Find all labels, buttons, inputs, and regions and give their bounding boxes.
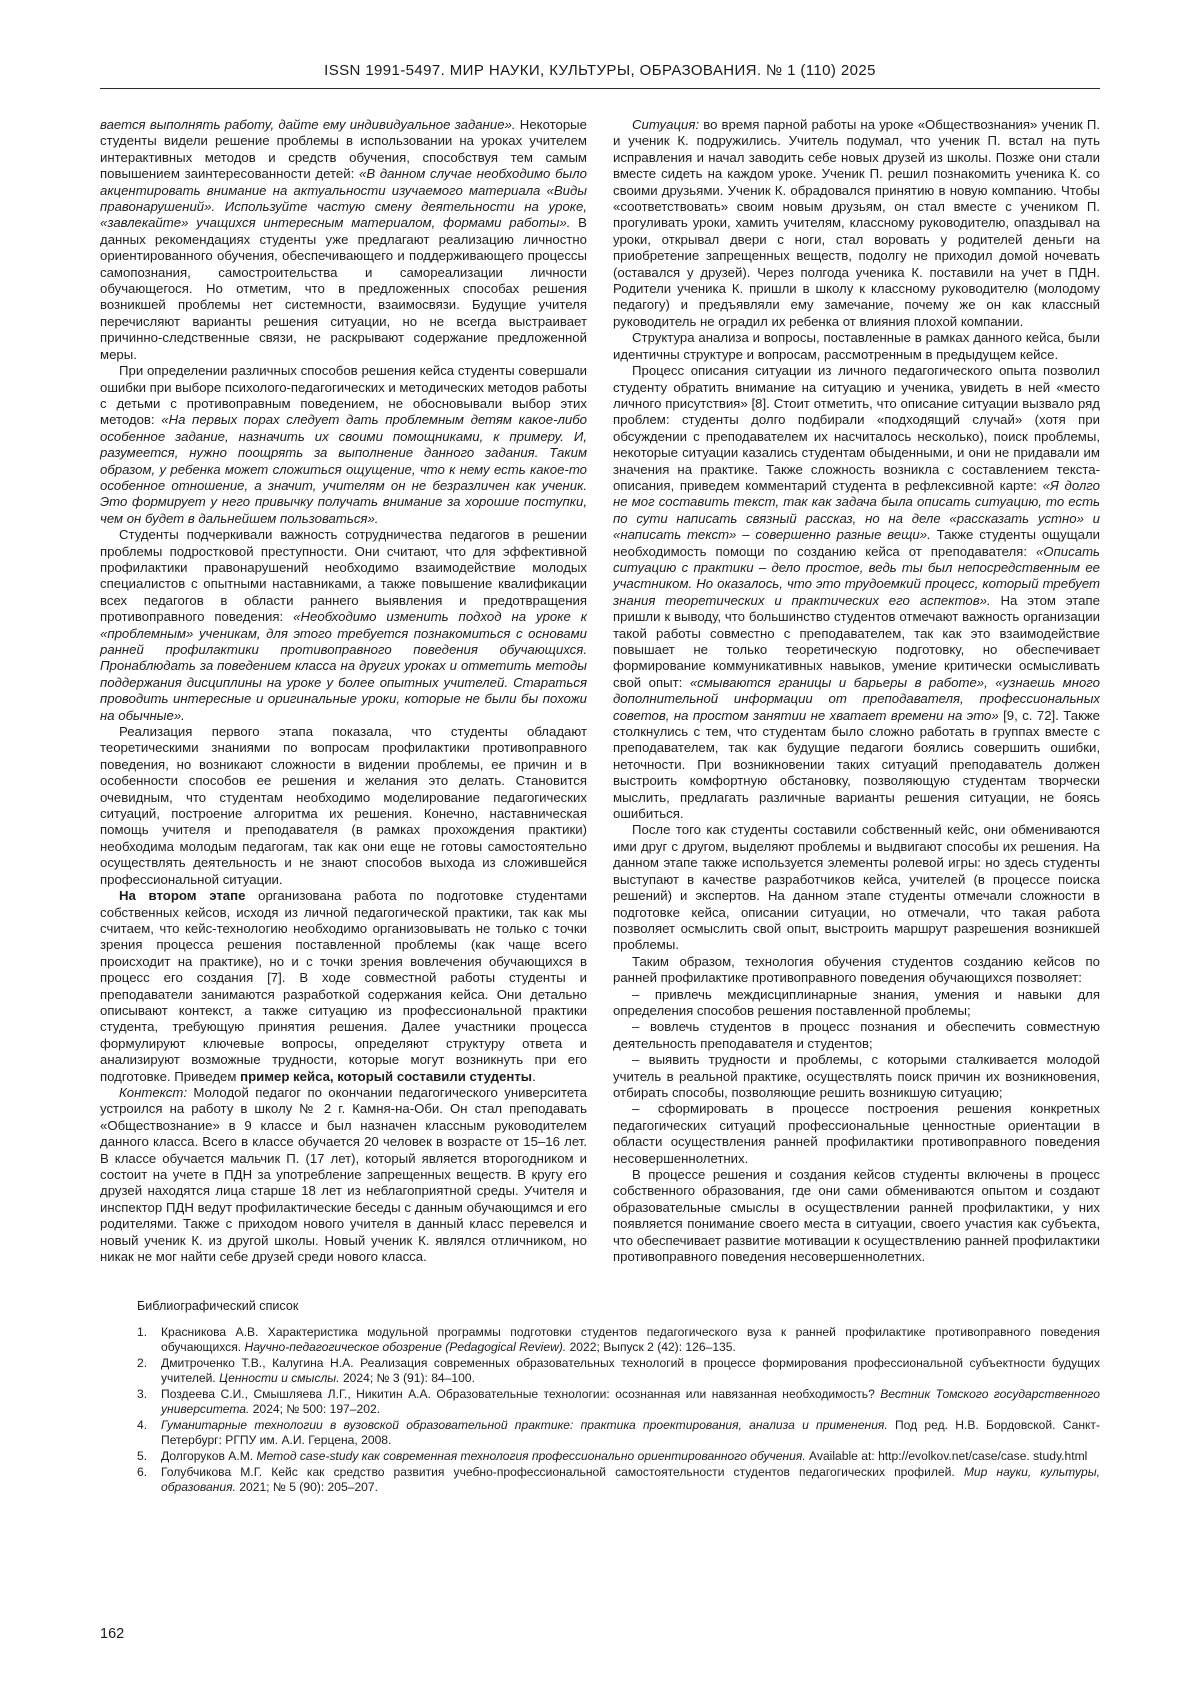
bibliography-item: [161, 1356, 1100, 1386]
text-run: В данных рекомендациях студенты уже предлагают реализацию личностно ориентированного обучения, обеспечивающего и поддерживающего процессы самопознания, самостроительства и самореализации личности обучающегося. Но отметим, что в предложенных способах решения возникшей проблемы нет системности, взаимосвязи. Будущие учителя перечисляют варианты решения ситуации, но не всегда выстраивает причинно-следственные связи, не раскрывают содержание предложенной меры.: [100, 215, 587, 362]
text-run: Available at: http://evolkov.net/case/case. study.html: [805, 1448, 1088, 1463]
text-run: – выявить трудности и проблемы, с которыми сталкивается молодой учитель в реальной практике, осуществлять поиск причин их возникновения, отбирать способы, позволяющие решить возникшую ситуацию;: [613, 1052, 1100, 1100]
header-rule: [100, 88, 1100, 89]
text-run: – сформировать в процессе построения решения конкретных педагогических ситуаций профессиональные ценностные ориентации в области осуществления ранней профилактики противоправного поведения несовершеннолетних.: [613, 1101, 1100, 1166]
text-run: Поздеева С.И., Смышляева Л.Г., Никитин А.А. Образовательные технологии: осознанная или навязанная необходимость?: [161, 1387, 881, 1402]
text-run: Студенты подчеркивали важность сотрудничества педагогов в решении проблемы подростковой преступности. Они считают, что для эффективной профилактики правонарушений необходимо взаимодействие молодых специалистов с опытными наставниками, а также повышение квалификации всех педагогов в области раннего выявления и предотвращения противоправного поведения:: [100, 527, 587, 625]
text-run: «В данном случае необходимо было акцентировать внимание на актуальности изучаемого материала «Виды правонарушений». Используйте частую смену деятельности на уроке, «завлекайте» учащихся интересным материалом, формами работы».: [100, 166, 587, 231]
text-run: .: [532, 1068, 536, 1084]
text-run: 2024; № 500: 197–202.: [249, 1401, 381, 1416]
text-run: «Необходимо изменить подход на уроке к «проблемным» ученикам, для этого требуется познакомиться с основами ранней профилактики противоправного поведения обучающихся. Пронаблюдать за поведением класса на других уроках и отметить методы поддержания дисциплины на уроке у более опытных учителей. Стараться проводить интересные и оригинальные уроки, которые не были бы похожи на обычные».: [100, 609, 587, 723]
bibliography-list: [100, 1325, 1100, 1494]
text-run: во время парной работы на уроке «Обществознания» ученик П. и ученик К. подружились. Учитель подумал, что ученик П. встал на путь исправления и начал заводить себе новых друзей из школы. Позже они стали вместе сидеть на каждом уроке. Ученик П. решил познакомить ученика К. со своими друзьями. Ученик К. обрадовался принятию в новую компанию. Чтобы «соответствовать» своим новым друзьям, он стал вместе с учеником П. прогуливать уроки, хамить учителям, классному руководителю, опаздывал на уроки, открывал двери с ноги, стал воровать у родителей деньги на приобретение запрещенных веществ, подолгу не приходил домой ночевать (оставался у друзей). Через полгода ученика К. поставили на учет в ПДН. Родители ученика К. пришли в школу к классному руководителю (молодому педагогу) и предъявляли ему замечание, почему же он как классный руководитель не оградил их ребенка от влияния плохой компании.: [613, 117, 1100, 329]
paragraph: [613, 1167, 1100, 1265]
text-run: Научно-педагогическое обозрение (Pedagogical Review).: [244, 1340, 567, 1355]
text-run: На этом этапе пришли к выводу, что большинство студентов отмечают важность организации такой работы совместно с преподавателем, так как это взаимодействие повышает не только теоретическую подготовку, но обеспечивает формирование коммуникативных навыков, умение критически осмысливать свой опыт:: [613, 592, 1100, 690]
paragraph: [613, 954, 1100, 987]
text-run: На втором этапе: [119, 888, 259, 904]
text-run: Некоторые студенты видели решение проблемы в использовании на уроках учителем интерактивных методов и средств обучения, способствуя тем самым повышением заинтересованности детей:: [100, 117, 587, 182]
paragraph: [613, 1052, 1100, 1101]
bibliography-item: [161, 1418, 1100, 1448]
paragraph: [613, 117, 1100, 330]
bibliography-item: [161, 1387, 1100, 1417]
text-run: Ценности и смыслы.: [219, 1371, 340, 1386]
text-run: Молодой педагог по окончании педагогического университета устроился на работу в школу № 2 г. Камня-на-Оби. Он стал преподавать «Обществознание» в 9 классе и был назначен классным руководителем данного класса. Всего в классе обучается 20 человек в возрасте от 15–16 лет. В классе обучается мальчик П. (17 лет), который является второгодником и состоит на учете в ПДН за употребление запрещенных веществ. В кругу его друзей находятся лица старше 18 лет из неблагоприятной среды. Учителя и инспектор ПДН ведут профилактические беседы с данным обучающимся и его родителями. Также с приходом нового учителя в данный класс перевелся и новый ученик К. из другой школы. Новый ученик К. являлся отличником, но никак не мог найти себе друзей среди нового класса.: [100, 1084, 587, 1265]
text-run: вается выполнять работу, дайте ему индивидуальное задание».: [100, 117, 516, 132]
text-run: Реализация первого этапа показала, что студенты обладают теоретическими знаниями по вопросам профилактики противоправного поведения, но возникают сложности в видении проблемы, ее причин и в особенности способов ее решения и желания это делать. Становится очевидным, что студентам необходимо моделирование педагогических ситуаций, построение алгоритма их решения. Конечно, наставническая помощь учителя и преподавателя (в рамках прохождения практики) необходима молодым педагогам, так как они еще не готовы самостоятельно осуществлять деятельность и не знают способов выхода из сложившейся профессиональной ситуации.: [100, 724, 587, 887]
left-column: [100, 117, 587, 1265]
text-run: Голубчикова М.Г. Кейс как средство развития учебно-профессиональной самостоятельности студентов педагогических профилей.: [161, 1464, 964, 1479]
paragraph: [613, 1101, 1100, 1167]
bibliography-title: Библиографический список: [137, 1299, 299, 1314]
text-run: Структура анализа и вопросы, поставленные в рамках данного кейса, были идентичны структуре и вопросам, рассмотренным в предыдущем кейсе.: [613, 330, 1100, 362]
page-number: 162: [100, 1626, 125, 1642]
text-run: Ситуация:: [632, 117, 700, 132]
text-run: «Описать ситуацию с практики – дело простое, ведь ты был непосредственным ее участником. Но оказалось, что это трудоемкий процесс, который требует знания теоретических и практических его аспектов».: [613, 543, 1100, 608]
paragraph: [100, 527, 587, 724]
paragraph: [613, 987, 1100, 1020]
text-run: После того как студенты составили собственный кейс, они обмениваются ими друг с другом, выделяют проблемы и выдвигают способы их решения. На данном этапе также используется элементы ролевой игры: но здесь студенты выступают в качестве разработчиков кейса, учителей (в процессе поиска решений) и экспертов. На данном этапе студенты отмечали сложности в подготовке кейса, описании ситуации, но отмечали, что такая работа позволяет осмыслить свой опыт, выстроить маршрут разрешения возникшей проблемы.: [613, 822, 1100, 953]
text-run: Красникова А.В. Характеристика модульной программы подготовки студентов педагогического вуза к ранней профилактике противоправного поведения обучающихся.: [161, 1325, 1100, 1355]
text-run: 2022; Выпуск 2 (42): 126–135.: [566, 1340, 736, 1355]
paragraph: [100, 888, 587, 1085]
text-run: пример кейса, который составили студенты: [240, 1068, 533, 1084]
text-run: «На первых порах следует дать проблемным детям какое-либо особенное задание, назначить их своими помощниками, к примеру. И, разумеется, нужно поощрять за выполнение данного задания. Таким образом, у ребенка может сложиться ощущение, что к нему есть какое-то особенное отношение, а значит, учителям он не безразличен как ученик. Это формирует у него привычку получать внимание за хорошие поступки, чем он будет в дальнейшем пользоваться».: [100, 412, 587, 526]
paragraph: [613, 363, 1100, 822]
text-run: В процессе решения и создания кейсов студенты включены в процесс собственного образования, где они сами обмениваются опытом и создают образовательные смыслы в осуществлении ранней профилактики, у них появляется понимание своего места в ситуации, своего участия как субъекта, что обеспечивает развитие мотивации к осуществлению ранней профилактики противоправного поведения несовершеннолетних.: [613, 1167, 1100, 1265]
text-run: «смываются границы и барьеры в работе», «узнаешь много дополнительной информации от преподавателя, профессиональных советов, на простом занятии не хватает времени на это»: [613, 674, 1100, 723]
paragraph: [100, 363, 587, 527]
paragraph: [613, 822, 1100, 953]
text-run: Контекст:: [119, 1084, 188, 1100]
paragraph: [613, 330, 1100, 363]
text-run: Мир науки, культуры, образования.: [161, 1464, 1100, 1494]
text-run: Процесс описания ситуации из личного педагогического опыта позволил студенту обратить внимание на ситуацию и ученика, увидеть в ней «место личного присутствия» [8]. Стоит отметить, что описание ситуации вызвало ряд проблем: студенты долго подбирали «подходящий случай» (хотя при обсуждении с преподавателем их насчиталось несколько), поиск проблемы, некоторые ситуации казались студентам обыденными, и они не придавали им значения на практике. Также сложность возникла с составлением текста-описания, приведем комментарий студента в рефлексивной карте:: [613, 363, 1100, 493]
bibliography-item: [161, 1449, 1100, 1464]
text-run: Также студенты ощущали необходимость помощи по созданию кейса от преподавателя:: [613, 527, 1100, 559]
text-run: – привлечь междисциплинарные знания, умения и навыки для определения способов решения поставленной проблемы;: [613, 986, 1100, 1018]
text-run: Гуманитарные технологии в вузовской образовательной практике: практика проектирования, анализа и применения.: [161, 1417, 888, 1432]
text-run: организована работа по подготовке студентами собственных кейсов, исходя из личной педагогической практики, так как мы считаем, что кейс-технологию необходимо организовывать не только с точки зрения процесса решения поставленной проблемы (как чаще всего происходит на практике), но и с точки зрения вовлечения обучающихся в процесс его создания [7]. В ходе совместной работы студенты и преподаватели занимаются разработкой содержания кейса. Они детально описывают контекст, а также ситуацию из профессиональной практики студента, требующую принятия решения. Далее участники процесса формулируют ключевые вопросы, определяют структуру ответа и анализируют возможные трудности, которые могут возникнуть при его подготовке. Приведем: [100, 888, 587, 1084]
text-run: 2024; № 3 (91): 84–100.: [339, 1371, 475, 1386]
text-run: Долгоруков А.М.: [161, 1448, 257, 1463]
text-run: Метод case-study как современная технология профессионально ориентированного обучения.: [256, 1448, 806, 1463]
text-run: [9, с. 72]. Также столкнулись с тем, что студентам было сложно работать в группах вместе с преподавателем, так как будущие педагоги боялись совершить ошибки, неточности. При возникновении таких ситуаций преподаватель должен выстроить комфортную обстановку, позволяющую студентам творчески мыслить, предлагать различные варианты решения ситуации, не боясь ошибиться.: [613, 707, 1100, 822]
text-run: При определении различных способов решения кейса студенты совершали ошибки при выборе психолого-педагогических и методических методов работы с детьми с противоправным поведением, не обосновывали выбор этих методов:: [100, 363, 587, 428]
bibliography-section: [100, 1299, 1100, 1494]
paragraph: [100, 117, 587, 363]
paragraph: [613, 1019, 1100, 1052]
text-run: «Я долго не мог составить текст, так как задача была описать ситуацию, то есть по сути написать связный рассказ, но на деле «рассказать устно» и «написать текст» – совершенно разные вещи».: [613, 477, 1100, 543]
text-run: Под ред. Н.В. Бордовской. Санкт-Петербург: РГПУ им. А.И. Герцена, 2008.: [161, 1417, 1100, 1447]
text-run: Вестник Томского государственного университета.: [161, 1387, 1100, 1416]
journal-header: ISSN 1991-5497. МИР НАУКИ, КУЛЬТУРЫ, ОБРАЗОВАНИЯ. № 1 (110) 2025: [324, 62, 876, 79]
bibliography-item: [161, 1325, 1100, 1355]
text-run: Таким образом, технология обучения студентов созданию кейсов по ранней профилактике противоправного поведения обучающихся позволяет:: [613, 953, 1100, 986]
paragraph: [100, 724, 587, 888]
article-body: [100, 117, 1100, 1265]
text-run: 2021; № 5 (90): 205–207.: [235, 1479, 378, 1494]
right-column: [613, 117, 1100, 1265]
paragraph: [100, 1085, 587, 1265]
text-run: – вовлечь студентов в процесс познания и обеспечить совместную деятельность преподавателя и студентов;: [613, 1019, 1100, 1051]
text-run: Дмитроченко Т.В., Калугина Н.А. Реализация современных образовательных технологий в процессе формирования профессиональной субъектности будущих учителей.: [161, 1356, 1100, 1386]
bibliography-item: [161, 1465, 1100, 1495]
